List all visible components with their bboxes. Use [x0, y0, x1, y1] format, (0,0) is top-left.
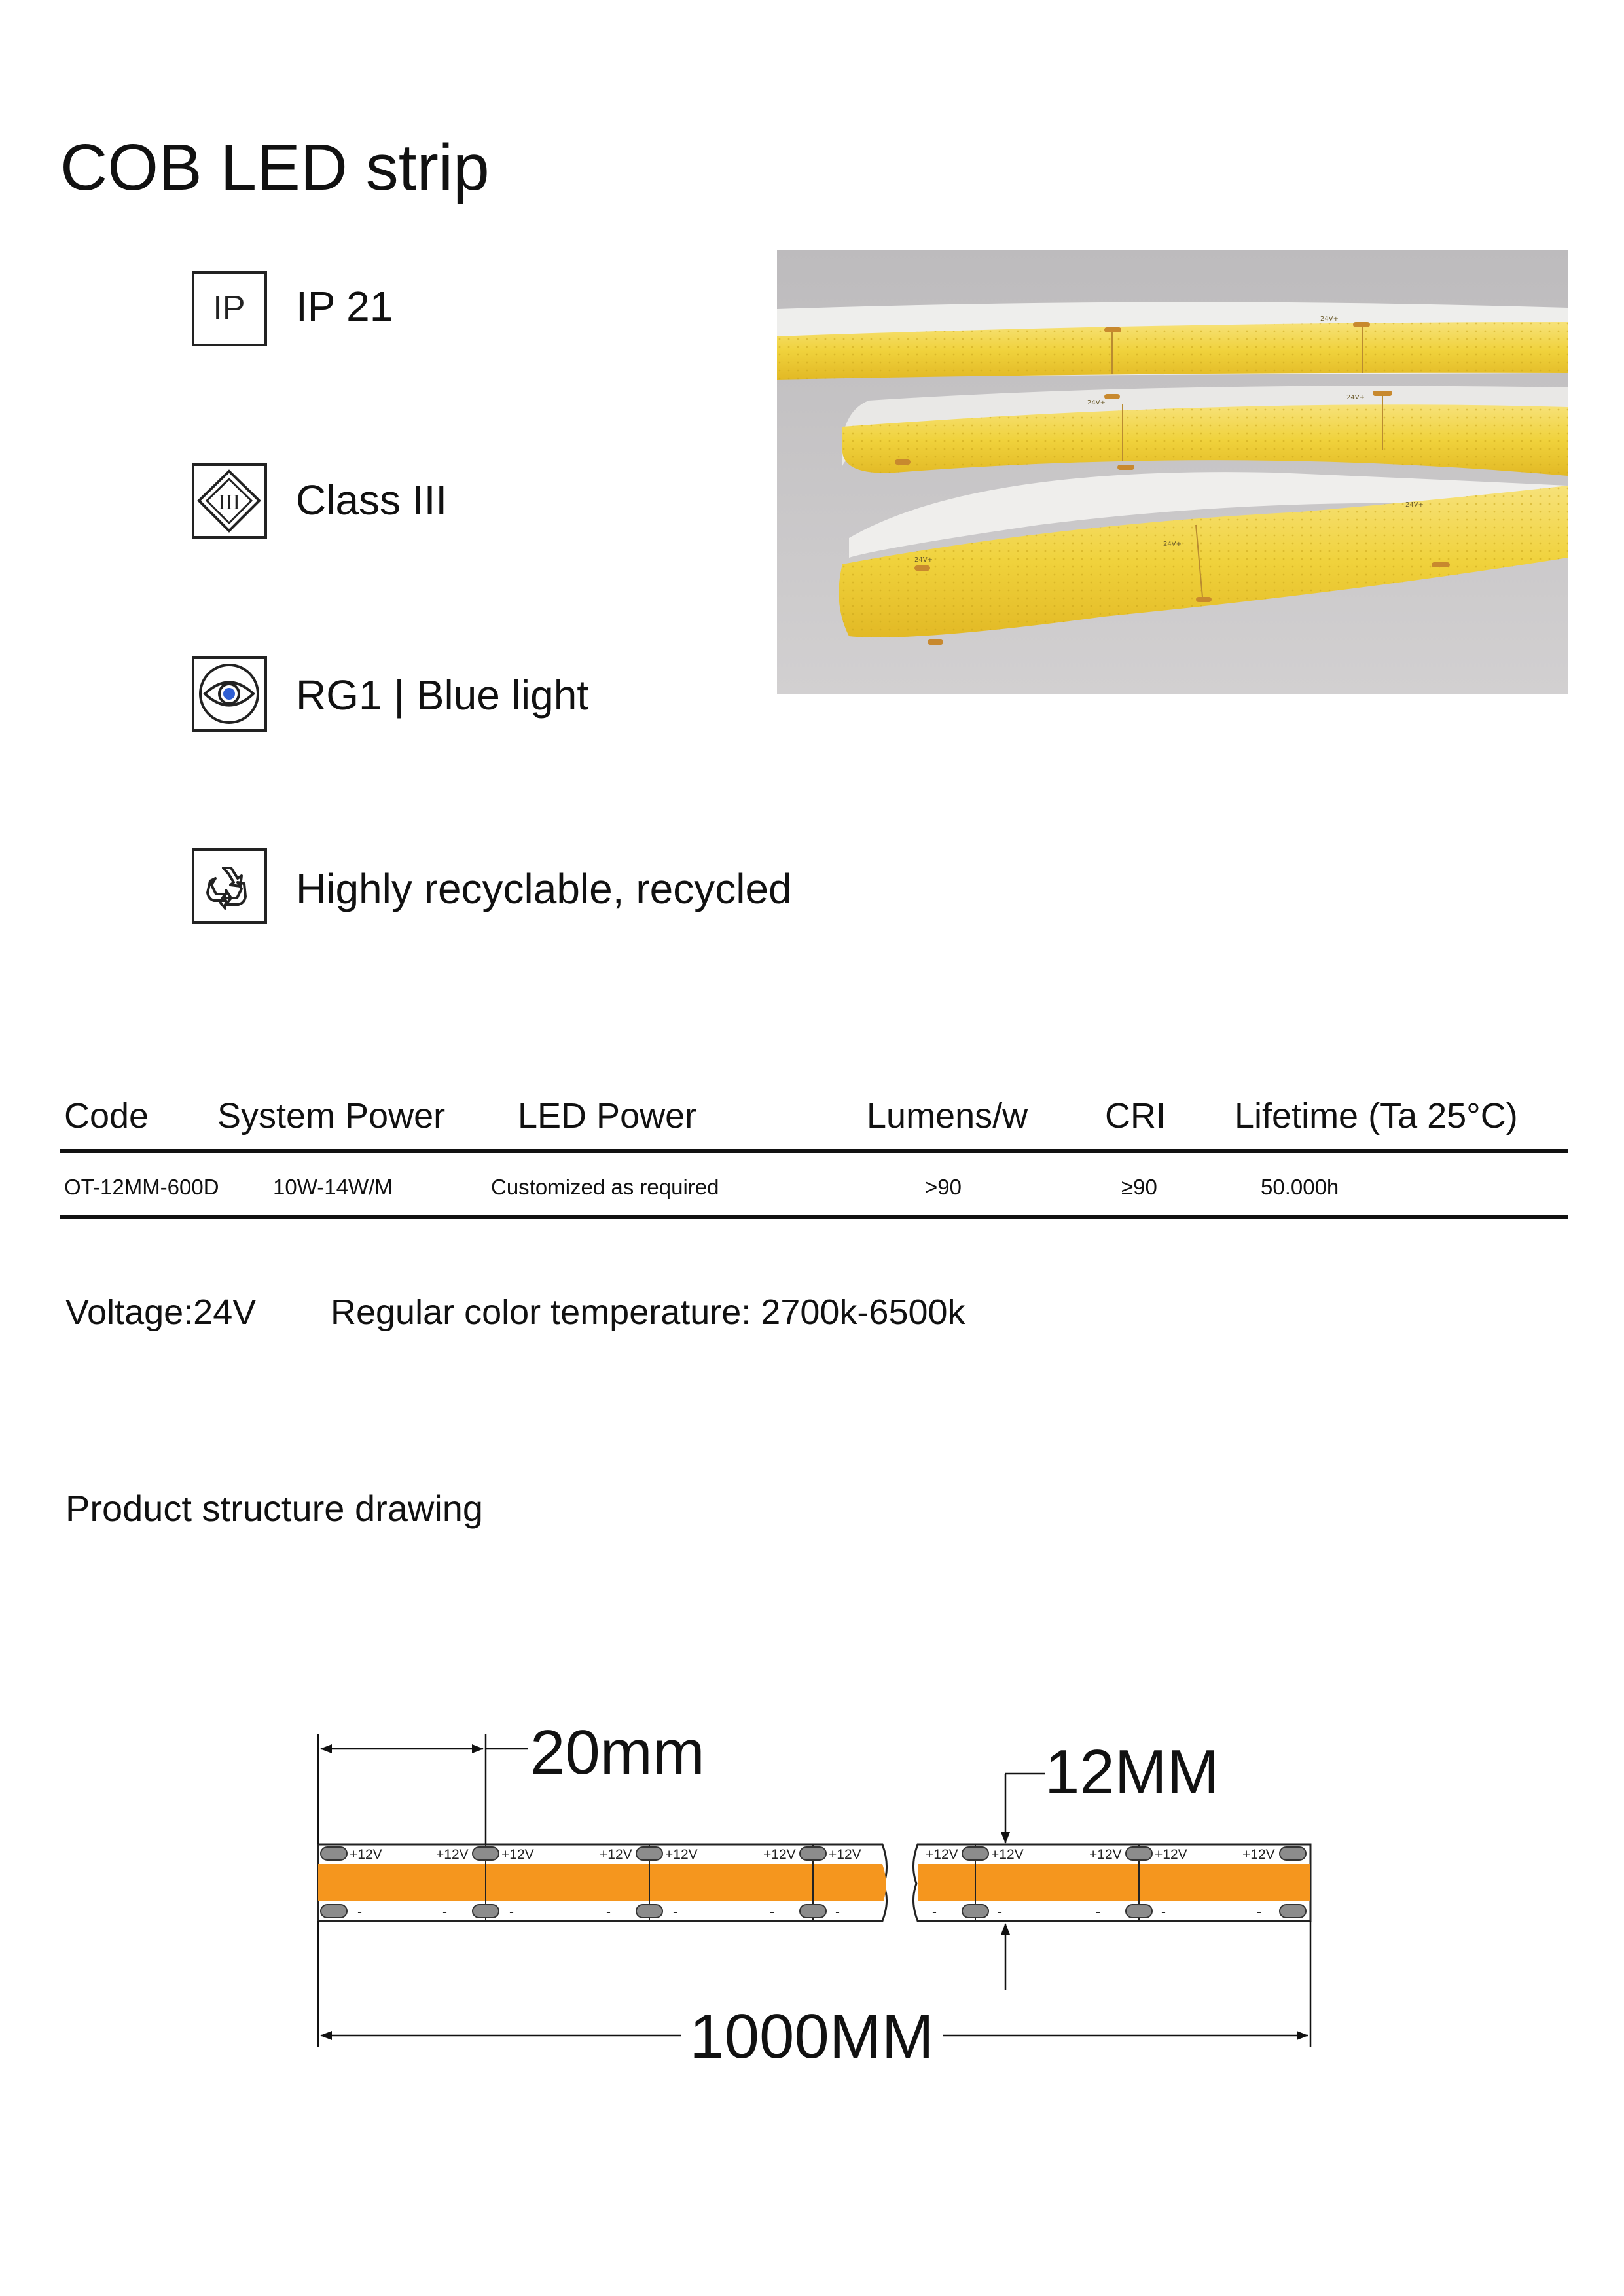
pad-label-neg: -: [1161, 1905, 1166, 1920]
table-cell-led-power: Customized as required: [491, 1175, 719, 1199]
table-header-led-power: LED Power: [518, 1096, 697, 1136]
structure-drawing: [0, 1676, 1624, 2134]
pad-label: +12V: [501, 1847, 534, 1862]
pad-label: +12V: [600, 1847, 632, 1862]
pad-label: +12V: [1089, 1847, 1122, 1862]
table-header-lumens: Lumens/w: [867, 1096, 1028, 1136]
pad-label-neg: -: [1257, 1905, 1261, 1920]
feature-label-rg1: RG1 | Blue light: [296, 672, 589, 719]
photo-strip-mark: 24V+: [1320, 315, 1339, 323]
pad-label-neg: -: [442, 1905, 447, 1920]
pad-label-neg: -: [932, 1905, 937, 1920]
table-cell-system-power: 10W-14W/M: [273, 1175, 393, 1199]
dim-length-label: 1000MM: [689, 2001, 934, 2072]
table-header-system-power: System Power: [217, 1096, 446, 1136]
pad-label: +12V: [1155, 1847, 1187, 1862]
table-header-lifetime: Lifetime (Ta 25°C): [1235, 1096, 1518, 1136]
spec-color-temperature: Regular color temperature: 2700k-6500k: [331, 1293, 965, 1332]
pad-label: +12V: [665, 1847, 698, 1862]
class-iii-icon: [192, 463, 267, 539]
pad-label: +12V: [926, 1847, 958, 1862]
photo-strip-mark: 24V+: [1163, 541, 1182, 548]
pad-label: +12V: [350, 1847, 382, 1862]
pad-label-neg: -: [606, 1905, 611, 1920]
table-bottom-rule: [60, 1215, 1568, 1219]
pad-label: +12V: [763, 1847, 796, 1862]
dim-width-label: 12MM: [1045, 1737, 1219, 1807]
feature-label-ip: IP 21: [296, 283, 393, 330]
spec-voltage: Voltage:24V: [65, 1293, 257, 1332]
pad-label-neg: -: [1096, 1905, 1100, 1920]
pad-label-neg: -: [770, 1905, 774, 1920]
pad-label-neg: -: [673, 1905, 677, 1920]
section-title: Product structure drawing: [65, 1488, 484, 1529]
pad-label-neg: -: [998, 1905, 1002, 1920]
feature-label-recycle: Highly recyclable, recycled: [296, 865, 792, 912]
ip-icon-text: IP: [213, 289, 245, 327]
product-photo: [777, 250, 1568, 694]
table-cell-lifetime: 50.000h: [1261, 1175, 1339, 1199]
photo-strip-mark: 24V+: [1346, 394, 1365, 401]
table-header-code: Code: [64, 1096, 149, 1136]
pad-label-neg: -: [835, 1905, 840, 1920]
pad-label-neg: -: [509, 1905, 514, 1920]
table-header-rule: [60, 1149, 1568, 1153]
pad-label: +12V: [1242, 1847, 1275, 1862]
pad-label: +12V: [991, 1847, 1024, 1862]
pad-label: +12V: [829, 1847, 861, 1862]
photo-strip-mark: 24V+: [1087, 399, 1106, 406]
ip-icon: [192, 271, 267, 346]
table-header-cri: CRI: [1105, 1096, 1166, 1136]
eye-icon: [192, 656, 267, 732]
photo-strip-mark: 24V+: [914, 556, 933, 564]
feature-label-class: Class III: [296, 476, 448, 524]
class-iii-icon-text: III: [218, 490, 240, 514]
table-cell-cri: ≥90: [1121, 1175, 1157, 1199]
pad-label: +12V: [436, 1847, 469, 1862]
page-title: COB LED strip: [60, 131, 490, 204]
pad-label-neg: -: [357, 1905, 362, 1920]
table-cell-code: OT-12MM-600D: [64, 1175, 219, 1199]
recycle-icon: [192, 848, 267, 924]
photo-strip-mark: 24V+: [1405, 501, 1424, 509]
table-cell-lumens: >90: [925, 1175, 962, 1199]
dim-pitch-label: 20mm: [530, 1717, 705, 1787]
